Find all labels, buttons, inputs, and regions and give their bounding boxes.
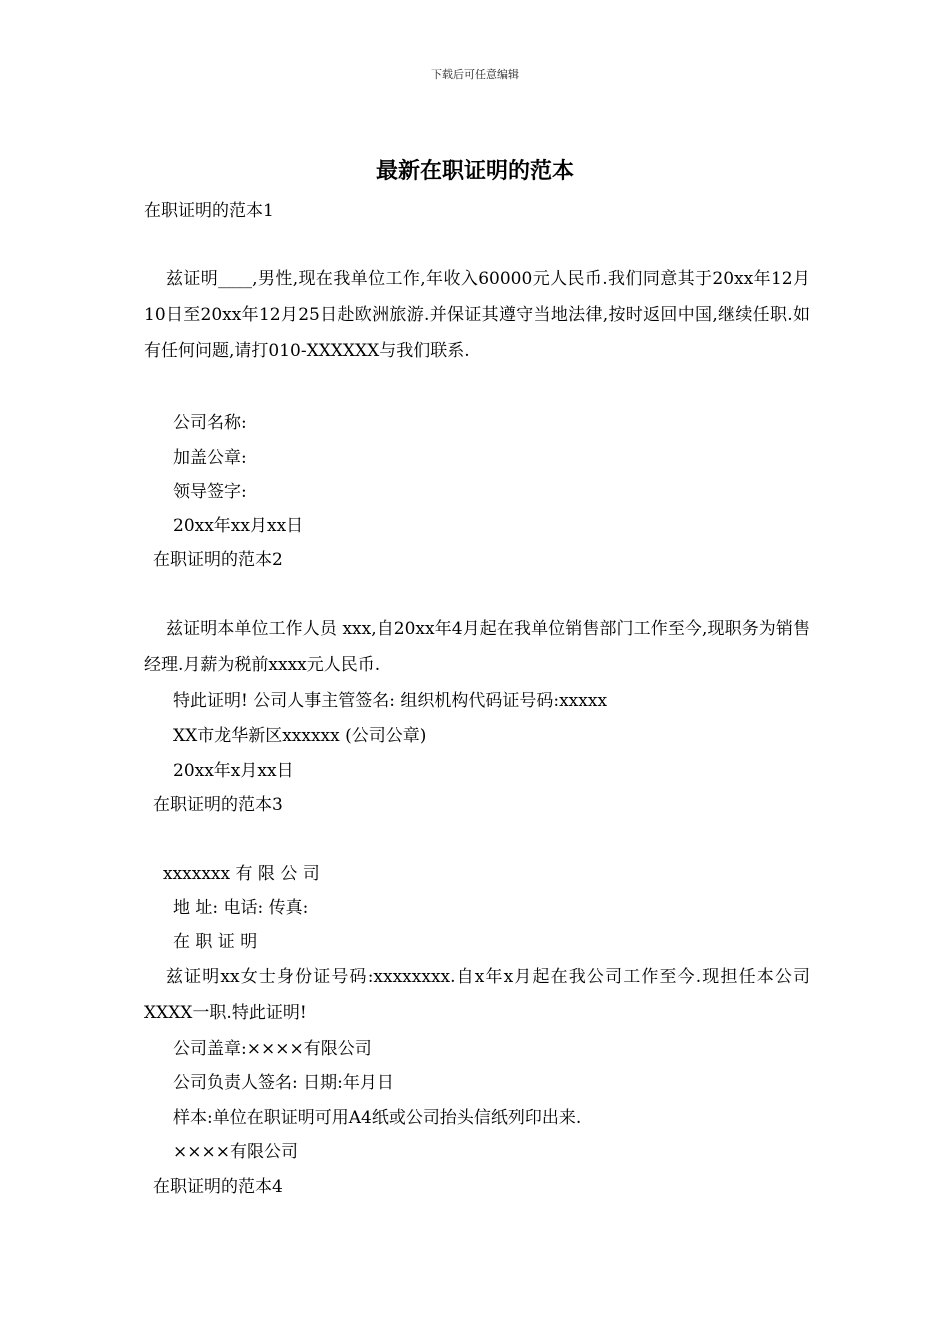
sample2-heading: 在职证明的范本2 — [153, 550, 283, 570]
sample1-heading: 在职证明的范本1 — [144, 201, 274, 221]
sample3-body: 兹证明xx女士身份证号码:xxxxxxxx.自x年x月起在我公司工作至今.现担任本公司XXXX一职.特此证明! — [144, 967, 810, 1023]
sample2-certify-line: 特此证明! 公司人事主管签名: 组织机构代码证号码:xxxxx — [173, 691, 608, 711]
header-note: 下载后可任意编辑 — [431, 68, 519, 81]
sample3-contact-line: 地 址: 电话: 传真: — [173, 898, 309, 918]
sample3-heading: 在职证明的范本3 — [153, 795, 283, 815]
sample4-heading: 在职证明的范本4 — [153, 1177, 283, 1197]
document-title: 最新在职证明的范本 — [375, 158, 574, 184]
sample1-company-name: 公司名称: — [173, 413, 247, 433]
sample1-seal: 加盖公章: — [173, 448, 247, 468]
sample2-date: 20xx年x月xx日 — [173, 761, 294, 781]
sample1-date: 20xx年xx月xx日 — [173, 516, 304, 536]
sample2-address-line: XX市龙华新区xxxxxx (公司公章) — [173, 726, 427, 746]
sample3-signature-line: 公司负责人签名: 日期:年月日 — [173, 1073, 394, 1093]
sample2-body: 兹证明本单位工作人员 xxx,自20xx年4月起在我单位销售部门工作至今,现职务为销售经理.月薪为税前xxxx元人民币. — [144, 619, 810, 675]
sample1-leader-signature: 领导签字: — [173, 482, 247, 502]
sample3-company-footer: ××××有限公司 — [173, 1142, 298, 1162]
sample1-body: 兹证明____,男性,现在我单位工作,年收入60000元人民币.我们同意其于20xx年12月10日至20xx年12月25日赴欧洲旅游.并保证其遵守当地法律,按时返回中国,继续任职.如有任何问题,请打010-XXXXXX与我们联系. — [144, 269, 810, 361]
sample3-cert-title: 在 职 证 明 — [173, 932, 258, 952]
sample3-company: xxxxxxx 有 限 公 司 — [163, 864, 320, 884]
sample3-seal-line: 公司盖章:××××有限公司 — [173, 1039, 372, 1059]
sample3-sample-note: 样本:单位在职证明可用A4纸或公司抬头信纸列印出来. — [173, 1108, 582, 1128]
